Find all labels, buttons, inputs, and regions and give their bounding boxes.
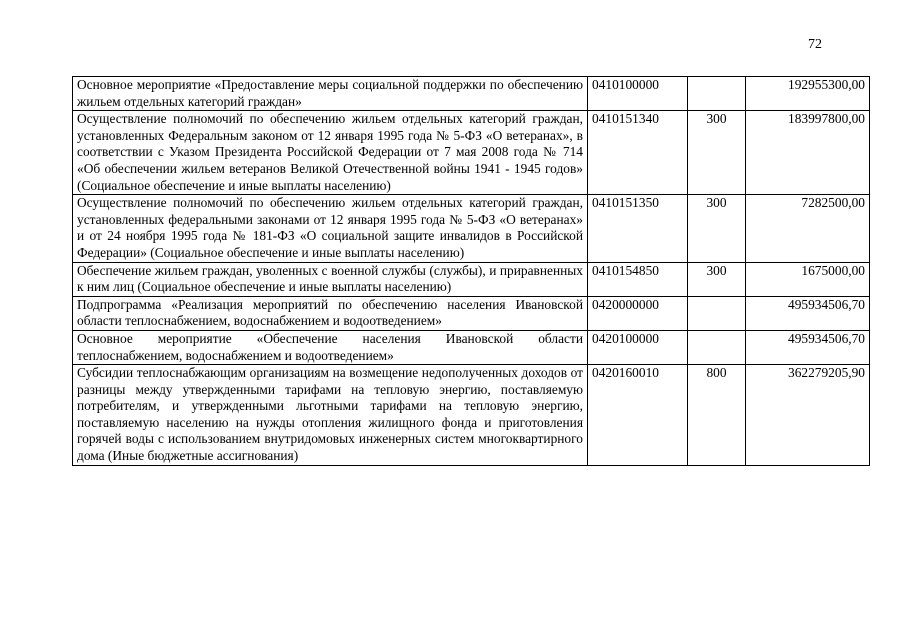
row-target-code-cell: 0420160010 xyxy=(588,365,688,466)
row-amount-cell: 1675000,00 xyxy=(746,262,870,296)
row-expense-type-cell: 300 xyxy=(688,111,746,195)
row-amount-cell: 192955300,00 xyxy=(746,77,870,111)
row-amount-cell: 7282500,00 xyxy=(746,195,870,262)
table-row xyxy=(73,77,870,111)
table-row xyxy=(73,262,870,296)
budget-table xyxy=(72,76,870,466)
row-expense-type-cell: 800 xyxy=(688,365,746,466)
table-row xyxy=(73,365,870,466)
row-target-code-cell: 0410100000 xyxy=(588,77,688,111)
page-number: 72 xyxy=(808,37,822,52)
row-name-cell: Подпрограмма «Реализация мероприятий по обеспечению населения Ивановской области теплоснабжением, водоснабжением и водоотведением» xyxy=(73,296,588,330)
row-expense-type-cell xyxy=(688,330,746,364)
row-name-cell: Обеспечение жильем граждан, уволенных с военной службы (службы), и приравненных к ним лиц (Социальное обеспечение и иные выплаты населению) xyxy=(73,262,588,296)
table-row xyxy=(73,111,870,195)
row-expense-type-cell xyxy=(688,296,746,330)
row-target-code-cell: 0410154850 xyxy=(588,262,688,296)
row-target-code-cell: 0420000000 xyxy=(588,296,688,330)
row-target-code-cell: 0410151340 xyxy=(588,111,688,195)
row-name-cell: Осуществление полномочий по обеспечению жильем отдельных категорий граждан, установленных Федеральным законом от 12 января 1995 года № 5-ФЗ «О ветеранах», в соответствии с Указом Президента Российской Федерации от 7 мая 2008 года № 714 «Об обеспечении жильем ветеранов Великой Отечественной войны 1941 - 1945 годов» (Социальное обеспечение и иные выплаты населению) xyxy=(73,111,588,195)
table-row xyxy=(73,195,870,262)
row-amount-cell: 183997800,00 xyxy=(746,111,870,195)
table-row xyxy=(73,330,870,364)
row-name-cell: Основное мероприятие «Предоставление меры социальной поддержки по обеспечению жильем отдельных категорий граждан» xyxy=(73,77,588,111)
row-name-cell: Осуществление полномочий по обеспечению жильем отдельных категорий граждан, установленных федеральными законами от 12 января 1995 года № 5-ФЗ «О ветеранах» и от 24 ноября 1995 года № 181-ФЗ «О социальной защите инвалидов в Российской Федерации» (Социальное обеспечение и иные выплаты населению) xyxy=(73,195,588,262)
row-name-cell: Основное мероприятие «Обеспечение населения Ивановской области теплоснабжением, водоснабжением и водоотведением» xyxy=(73,330,588,364)
row-expense-type-cell xyxy=(688,77,746,111)
row-target-code-cell: 0410151350 xyxy=(588,195,688,262)
row-amount-cell: 362279205,90 xyxy=(746,365,870,466)
row-expense-type-cell: 300 xyxy=(688,195,746,262)
row-name-cell: Субсидии теплоснабжающим организациям на возмещение недополученных доходов от разницы между утвержденными тарифами на тепловую энергию, поставляемую потребителям, и утвержденными льготными тарифами на тепловую энергию, поставляемую населению на нужды отопления жилищного фонда и приготовления горячей воды с использованием внутридомовых инженерных систем многоквартирного дома (Иные бюджетные ассигнования) xyxy=(73,365,588,466)
row-expense-type-cell: 300 xyxy=(688,262,746,296)
row-amount-cell: 495934506,70 xyxy=(746,330,870,364)
row-target-code-cell: 0420100000 xyxy=(588,330,688,364)
table-row xyxy=(73,296,870,330)
row-amount-cell: 495934506,70 xyxy=(746,296,870,330)
